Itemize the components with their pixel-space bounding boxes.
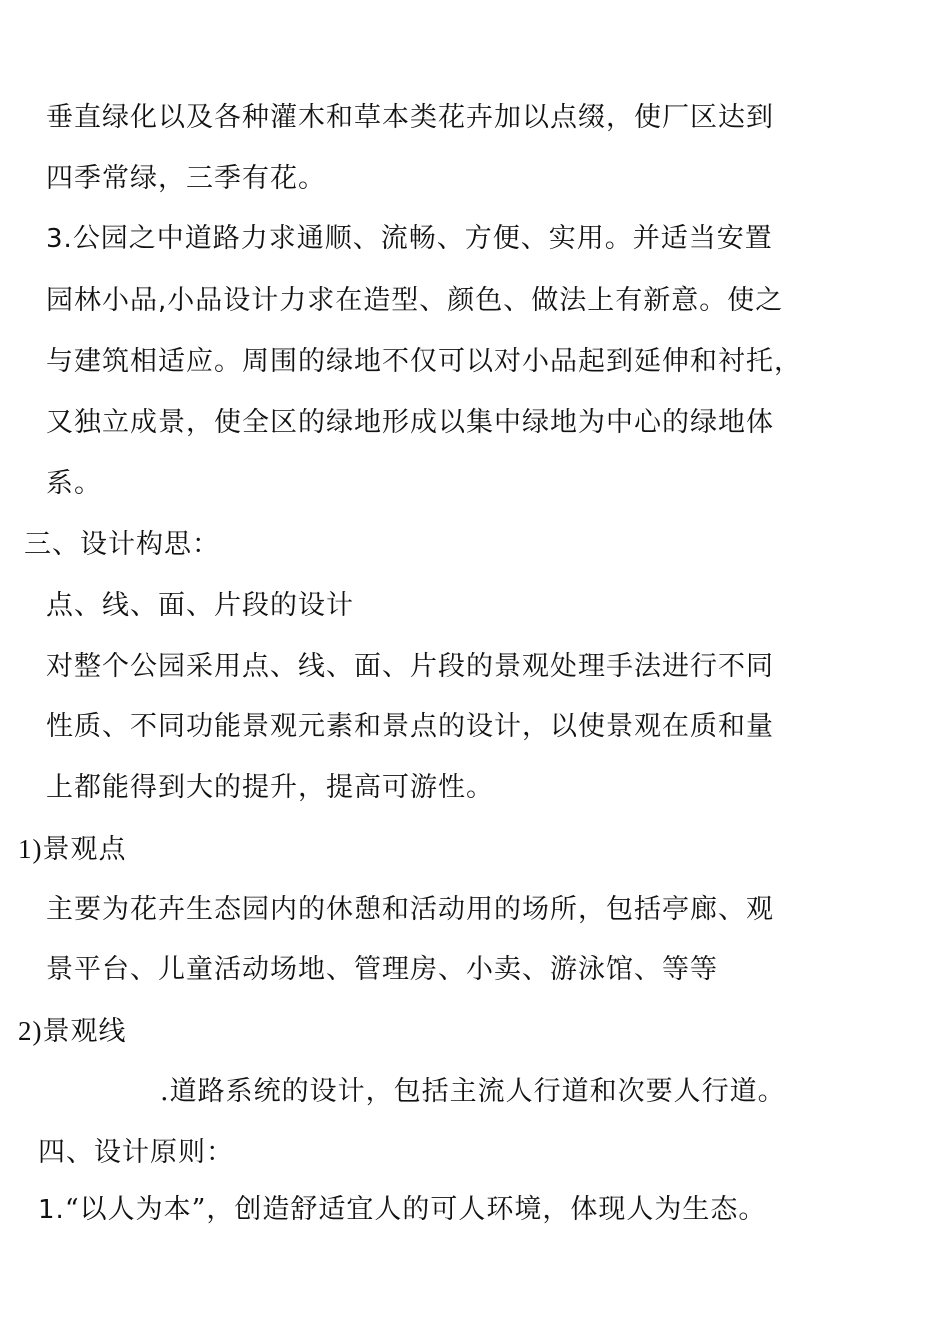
paragraph-line [46, 893, 774, 927]
section-heading-3 [24, 528, 220, 562]
line-text: 对整个公园采用点、线、面、片段的景观处理手法进行不同 [46, 651, 774, 682]
line-text: 小品设计力求在造型、颜色、做法上有新意。使之 [167, 285, 784, 316]
list-item-1-heading [18, 832, 127, 867]
line-text: 景平台、儿童活动场地、管理房、小卖、游泳馆、等等 [46, 954, 718, 985]
paragraph-line [46, 162, 326, 196]
line-text: 景观点 [42, 834, 127, 865]
line-text: 与建筑相适应。周围的绿地不仅可以对小品起到延伸和衬托， [46, 346, 802, 377]
line-text: “以人为本”，创造舒适宜人的可人环境，体现人为生态。 [64, 1194, 767, 1225]
line-text: 景观线 [42, 1016, 127, 1047]
list-marker: 2) [18, 1016, 43, 1046]
line-text: 系。 [46, 468, 102, 499]
paragraph-line [46, 284, 783, 318]
list-marker: 1) [18, 834, 43, 864]
line-text: 上都能得到大的提升，提高可游性。 [46, 772, 494, 803]
paragraph-line [46, 345, 802, 379]
comma-mark: , [158, 286, 168, 316]
line-text: 点、线、面、片段的设计 [46, 590, 354, 621]
line-text: 主要为花卉生态园内的休憩和活动用的场所，包括亭廊、观 [46, 894, 774, 925]
line-text: 四季常绿，三季有花。 [46, 163, 326, 194]
heading-text: 三、设计构思： [24, 529, 220, 560]
line-text: 园林小品 [46, 285, 158, 316]
paragraph-line [46, 467, 102, 501]
paragraph-line [160, 1075, 786, 1109]
paragraph-line [46, 406, 774, 440]
line-text: 又独立成景，使全区的绿地形成以集中绿地为中心的绿地体 [46, 407, 774, 438]
principle-1-line [38, 1193, 766, 1227]
section-heading-4 [38, 1136, 234, 1170]
line-text: 公园之中道路力求通顺、流畅、方便、实用。并适当安置 [72, 223, 773, 254]
paragraph-line [46, 771, 494, 805]
paragraph-line [46, 953, 718, 987]
item-number: 3. [46, 224, 73, 254]
line-text: 垂直绿化以及各种灌木和草本类花卉加以点缀，使厂区达到 [46, 102, 774, 133]
paragraph-line [46, 710, 774, 744]
paragraph-line [46, 650, 774, 684]
line-text: .道路系统的设计，包括主流人行道和次要人行道。 [160, 1076, 786, 1107]
line-text: 性质、不同功能景观元素和景点的设计，以使景观在质和量 [46, 711, 774, 742]
item-3-line [46, 222, 773, 256]
paragraph-line [46, 101, 774, 135]
heading-text: 四、设计原则： [38, 1137, 234, 1168]
item-number: 1. [38, 1195, 65, 1225]
list-item-2-heading [18, 1014, 127, 1049]
subheading [46, 589, 354, 623]
